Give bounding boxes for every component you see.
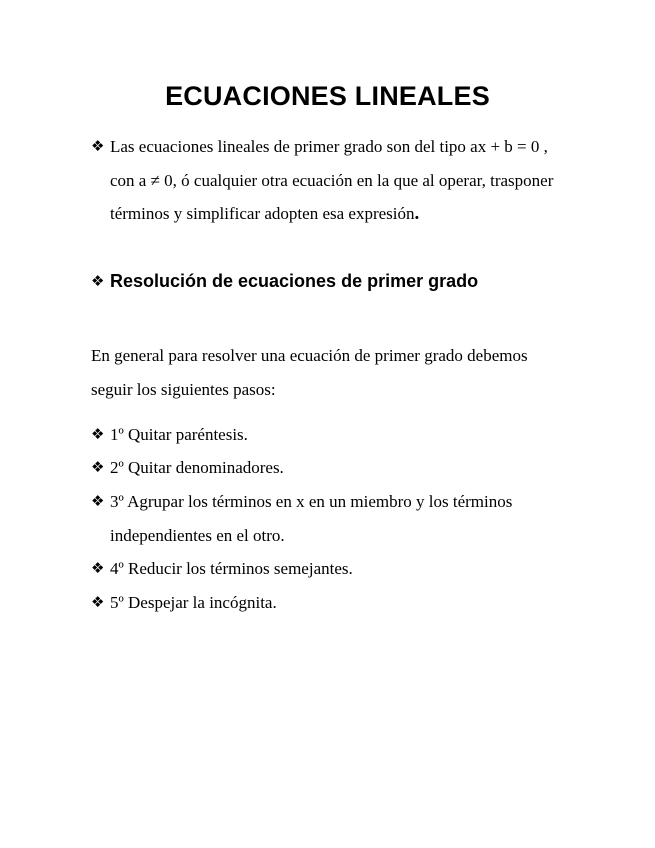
section-heading-text: Resolución de ecuaciones de primer grado [110, 271, 479, 291]
diamond-bullet-icon: ❖ [91, 272, 105, 290]
page-title: ECUACIONES LINEALES [165, 81, 490, 111]
intro-text: Las ecuaciones lineales de primer grado son del tipo ax + b = 0 , con a ≠ 0, ó cualquier otra ecuación en la que al operar, trasponer términos y simplificar adopten esa expresión [110, 137, 554, 223]
step-text: 1º Quitar paréntesis. [110, 425, 248, 444]
intro-end-mark: . [414, 203, 420, 224]
instructions-paragraph: En general para resolver una ecuación de primer grado debemos seguir los siguientes pasos: [91, 346, 528, 399]
step-text: 2º Quitar denominadores. [110, 458, 284, 477]
diamond-bullet-icon: ❖ [91, 559, 105, 577]
diamond-bullet-icon: ❖ [91, 137, 105, 155]
step-text: 5º Despejar la incógnita. [110, 593, 277, 612]
step-item [91, 451, 571, 485]
step-text: 3º Agrupar los términos en x en un miembro y los términos independientes en el otro. [110, 492, 513, 545]
section-heading [91, 265, 571, 298]
step-item [91, 586, 571, 620]
step-item [91, 418, 571, 452]
step-item [91, 485, 571, 552]
intro-bullet [91, 130, 571, 231]
diamond-bullet-icon: ❖ [91, 492, 105, 510]
step-item [91, 552, 571, 586]
diamond-bullet-icon: ❖ [91, 458, 105, 476]
diamond-bullet-icon: ❖ [91, 425, 105, 443]
diamond-bullet-icon: ❖ [91, 593, 105, 611]
step-text: 4º Reducir los términos semejantes. [110, 559, 353, 578]
